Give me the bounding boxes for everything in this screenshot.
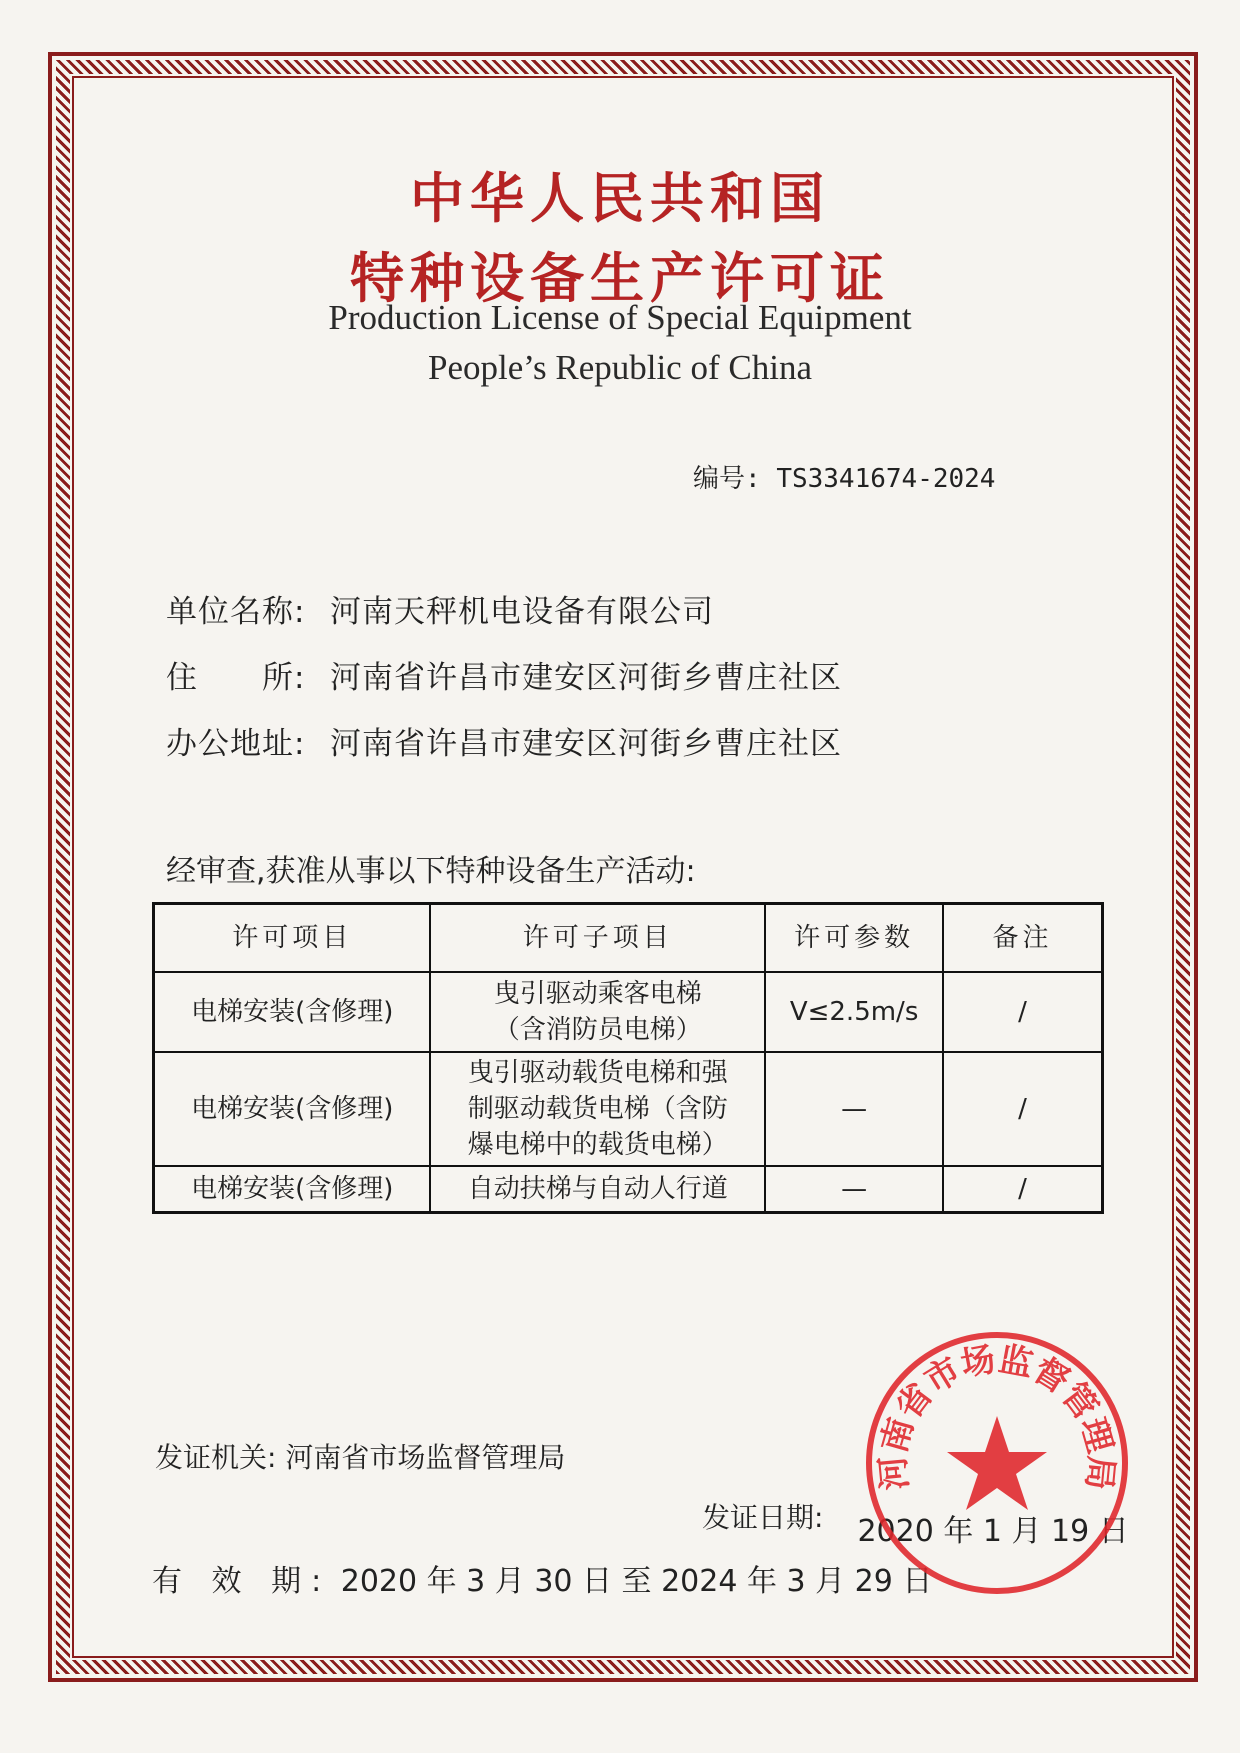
issue-date-label: 发证日期:: [702, 1501, 824, 1534]
cell-subitem: [430, 1166, 765, 1212]
subitem-line: 制驱动载货电梯（含防: [467, 1094, 728, 1124]
cell-note: /: [943, 972, 1102, 1052]
title-en-line2: People’s Republic of China: [428, 348, 812, 387]
header-license-param: 许可参数: [765, 904, 943, 973]
subitem-line: （含消防员电梯）: [493, 1015, 702, 1045]
cell-param: V≤2.5m/s: [765, 972, 943, 1052]
issuer-value: 河南省市场监督管理局: [285, 1441, 566, 1474]
title-en-line1: Production License of Special Equipment: [328, 298, 912, 337]
field-value: 河南省许昌市建安区河街乡曹庄社区: [330, 660, 842, 696]
cell-param: —: [765, 1166, 943, 1212]
issuing-authority: [155, 1436, 565, 1476]
cell-subitem: [430, 972, 765, 1052]
table-row: [154, 1166, 1103, 1212]
official-seal: [862, 1328, 1132, 1598]
field-company-name: [166, 586, 714, 631]
title-cn-line2: 特种设备生产许可证: [350, 247, 890, 310]
field-label: 单位名称:: [166, 594, 306, 630]
cert-number-value: TS3341674-2024: [776, 464, 996, 494]
table-header-row: [154, 904, 1103, 973]
field-label: 住 所:: [166, 660, 306, 696]
subitem-line: 曳引驱动载货电梯和强: [467, 1058, 728, 1088]
field-residence: [166, 652, 842, 697]
approval-statement: 经审查,获准从事以下特种设备生产活动:: [166, 854, 696, 889]
cell-item: 电梯安装(含修理): [154, 1052, 431, 1166]
field-office-address: [166, 718, 842, 763]
cell-param: —: [765, 1052, 943, 1166]
subitem-line: 曳引驱动乘客电梯: [493, 979, 702, 1009]
license-table: [152, 902, 1104, 1214]
header-remark: 备注: [943, 904, 1102, 973]
field-label: 办公地址:: [166, 726, 306, 762]
cell-subitem: [430, 1052, 765, 1166]
issue-date-value: 2020 年 1 月 19 日: [857, 1514, 1129, 1549]
cell-item: 电梯安装(含修理): [154, 1166, 431, 1212]
header-license-subitem: 许可子项目: [430, 904, 765, 973]
table-row: [154, 972, 1103, 1052]
validity-value: 2020 年 3 月 30 日 至 2024 年 3 月 29 日: [340, 1564, 933, 1599]
validity-period: [152, 1556, 932, 1600]
header-license-item: 许可项目: [154, 904, 431, 973]
cell-note: /: [943, 1166, 1102, 1212]
title-cn-line1: 中华人民共和国: [410, 167, 830, 230]
cell-item: 电梯安装(含修理): [154, 972, 431, 1052]
subitem-line: 自动扶梯与自动人行道: [467, 1173, 728, 1204]
cell-note: /: [943, 1052, 1102, 1166]
issuer-label: 发证机关:: [155, 1441, 277, 1474]
seal-text: 河南省市场监督管理局: [872, 1339, 1122, 1492]
field-value: 河南省许昌市建安区河街乡曹庄社区: [330, 726, 842, 762]
validity-label: 有 效 期:: [152, 1564, 332, 1599]
field-value: 河南天秤机电设备有限公司: [330, 594, 714, 630]
subitem-line: 爆电梯中的载货电梯）: [467, 1130, 728, 1160]
cert-number-label: 编号:: [693, 464, 761, 494]
certificate-number: [693, 458, 995, 495]
seal-star-icon: [947, 1416, 1047, 1510]
table-row: [154, 1052, 1103, 1166]
